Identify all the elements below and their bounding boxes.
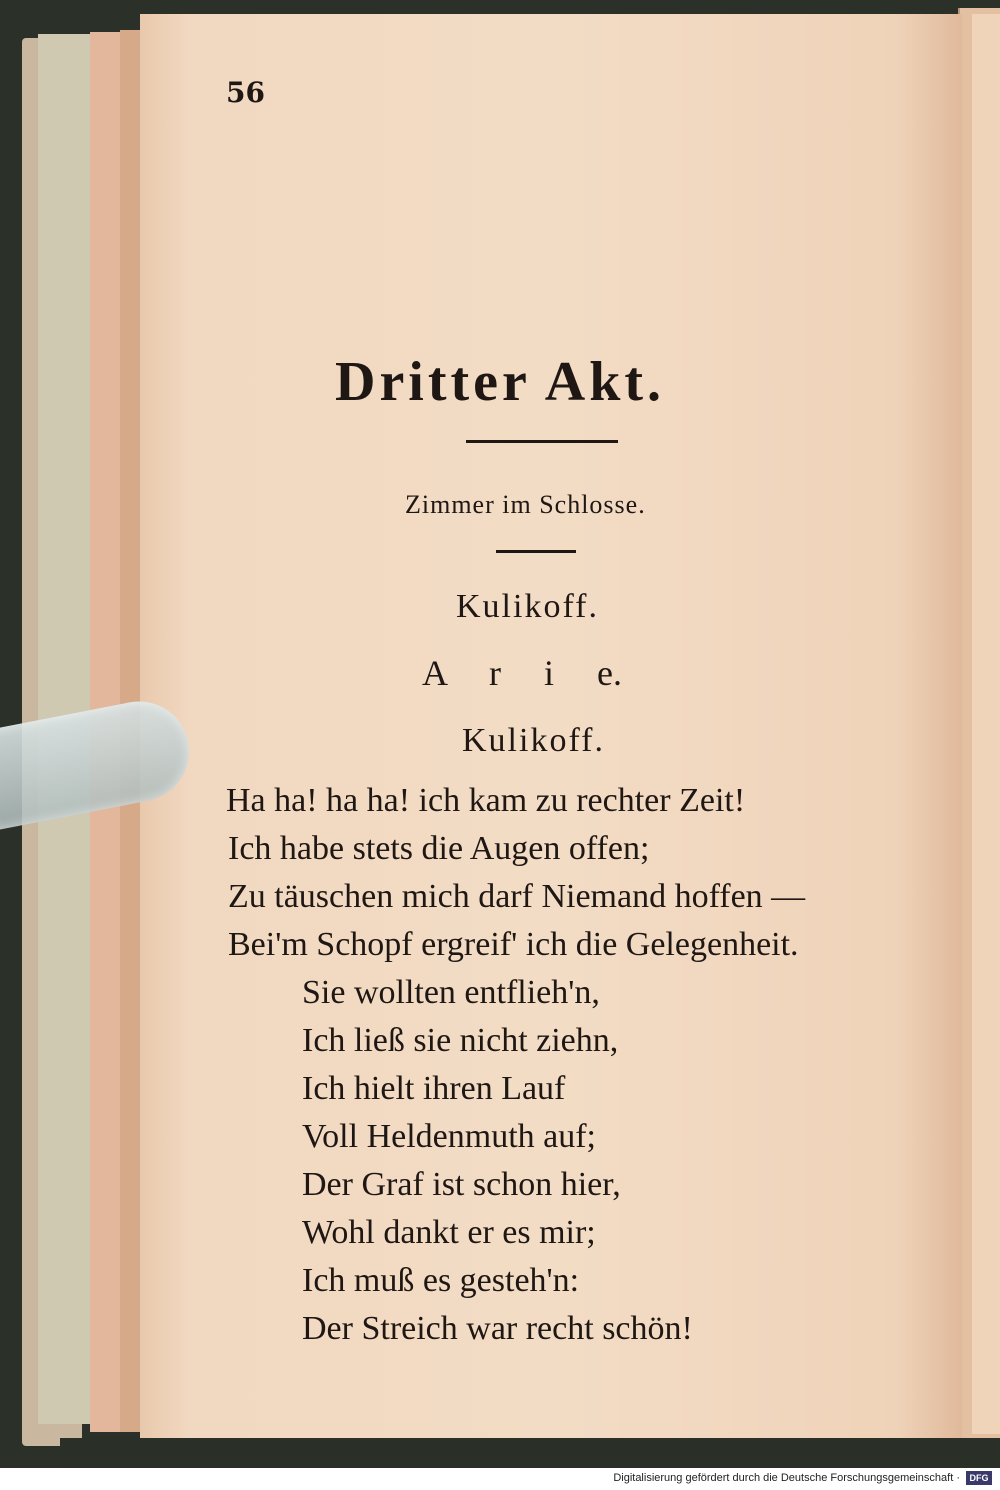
verse-line: Ich muß es gesteh'n: <box>302 1262 580 1299</box>
bottom-shadow <box>60 1438 1000 1468</box>
verse-line: Voll Heldenmuth auf; <box>302 1118 596 1155</box>
scene-heading: Zimmer im Schlosse. <box>405 490 646 519</box>
verse-line: Ich habe stets die Augen offen; <box>228 830 650 867</box>
page-number: 56 <box>226 76 265 109</box>
verse-line: Ich ließ sie nicht ziehn, <box>302 1022 619 1059</box>
dfg-logo: DFG <box>966 1471 992 1485</box>
verse-line: Zu täuschen mich darf Niemand hoffen — <box>228 878 806 915</box>
facing-page <box>972 14 1000 1434</box>
aria-heading: A r i e. <box>422 653 622 693</box>
funding-credit: Digitalisierung gefördert durch die Deutsche Forschungsgemeinschaft · <box>613 1472 960 1484</box>
verse-line: Bei'm Schopf ergreif' ich die Gelegenheit. <box>228 926 799 963</box>
verse-line: Der Streich war recht schön! <box>302 1310 693 1347</box>
act-title: Dritter Akt. <box>335 351 665 413</box>
scene-rule <box>496 550 576 553</box>
title-rule <box>466 440 618 443</box>
speaker-name: Kulikoff. <box>462 722 605 759</box>
verse-line: Wohl dankt er es mir; <box>302 1214 596 1251</box>
verse-line: Ich hielt ihren Lauf <box>302 1070 566 1107</box>
verse-line: Sie wollten entflieh'n, <box>302 974 600 1011</box>
verse-line: Der Graf ist schon hier, <box>302 1166 621 1203</box>
footer-bar <box>0 1468 1000 1490</box>
verse-line: Ha ha! ha ha! ich kam zu rechter Zeit! <box>226 782 746 819</box>
speaker-name: Kulikoff. <box>456 588 599 625</box>
